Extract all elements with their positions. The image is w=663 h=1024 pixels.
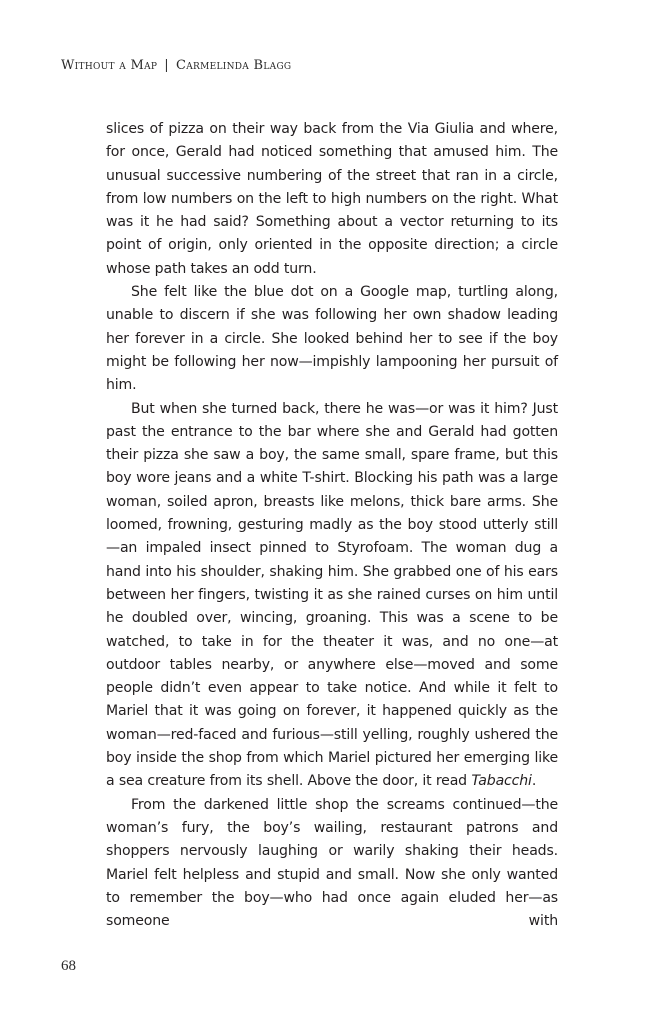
page-number: 68 [61,958,76,974]
paragraph-3 [106,398,558,794]
paragraph-1: slices of pizza on their way back from the Via Giulia and where, for once, Gerald had noticed something that amused him. The unusual successive numbering of the street that ran in a circle, from low numbers on the left to high numbers on the right. What was it he had said? Something about a vector returning to its point of origin, only oriented in the opposite direction; a circle whose path takes an odd turn. [106,121,558,277]
author-name: Carmelinda Blagg [175,58,292,73]
book-title: Without a Map [61,58,158,73]
running-head [61,58,291,73]
body-text [106,118,558,933]
paragraph-4: From the darkened little shop the screams continued—the woman’s fury, the boy’s wailing, restaurant patrons and shoppers nervously laughing or warily shaking their heads. Mariel felt helpless and stupid and small. Now she only wanted to remember the boy—who had once again eluded her—as someone with [106,796,558,930]
paragraph-3-text: But when she turned back, there he was—or was it him? Just past the entrance to the bar where she and Gerald had gotten their pizza she saw a boy, the same small, spare frame, but this boy wore jeans and a white T-shirt. Blocking his path was a large woman, soiled apron, breasts like melons, thick bare arms. She loomed, frowning, gesturing madly as the boy stood utterly still—an impaled insect pinned to Styrofoam. The woman dug a hand into his shoulder, shaking him. She grabbed one of his ears between her fingers, twisting it as she rained curses on him until he doubled over, wincing, groaning. This was a scene to be watched, to take in for the theater it was, and no one—at outdoor tables nearby, or anywhere else—moved and some people didn’t even appear to take notice. And while it felt to Mariel that it was going on forever, it happened quickly as the woman—red-faced and furious—still yelling, roughly ushered the boy inside the shop from which Mariel pictured her emerging like a sea creature from its shell. Above the door, it read [106,400,558,790]
paragraph-2: She felt like the blue dot on a Google map, turtling along, unable to discern if she was following her own shadow leading her forever in a circle. She looked behind her to see if the boy might be following her now—impishly lampooning her pursuit of him. [106,284,558,394]
paragraph-3-end: . [531,773,537,790]
header-separator: | [164,58,169,73]
shop-sign-italic: Tabacchi [471,773,532,790]
